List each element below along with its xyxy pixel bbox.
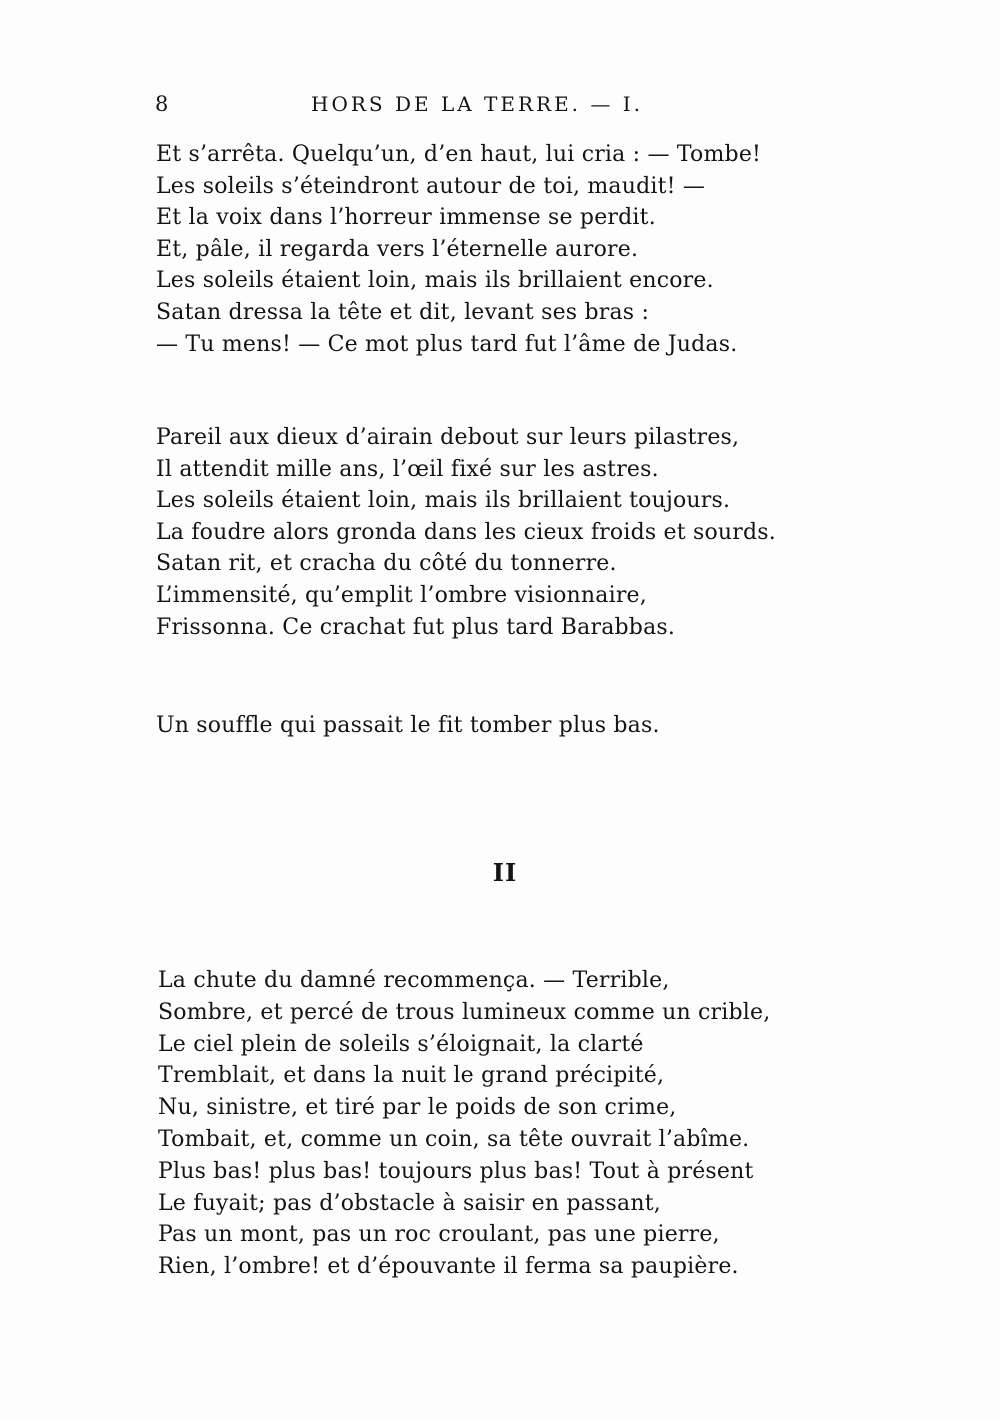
verse-line: La foudre alors gronda dans les cieux froids et sourds. bbox=[156, 519, 776, 545]
verse-line: Les soleils s’éteindront autour de toi, maudit! — bbox=[156, 173, 706, 199]
stanza-1 bbox=[156, 139, 761, 360]
verse-line: Tombait, et, comme un coin, sa tête ouvrait l’abîme. bbox=[158, 1126, 750, 1152]
section-2-stanza bbox=[158, 965, 770, 1283]
stanza-3 bbox=[156, 710, 660, 742]
running-title: HORS DE LA TERRE. — I. bbox=[311, 92, 644, 116]
verse-line: Rien, l’ombre! et d’épouvante il ferma sa paupière. bbox=[158, 1254, 739, 1280]
verse-line: — Tu mens! — Ce mot plus tard fut l’âme de Judas. bbox=[156, 331, 738, 357]
verse-line: Satan rit, et cracha du côté du tonnerre. bbox=[156, 551, 617, 577]
page-number: 8 bbox=[155, 92, 171, 116]
verse-line: Et, pâle, il regarda vers l’éternelle aurore. bbox=[156, 236, 639, 262]
verse-line: Il attendit mille ans, l’œil fixé sur les astres. bbox=[156, 456, 659, 482]
verse-line: L’immensité, qu’emplit l’ombre visionnaire, bbox=[156, 582, 647, 608]
verse-line: Le fuyait; pas d’obstacle à saisir en passant, bbox=[158, 1190, 661, 1216]
verse-line: Nu, sinistre, et tiré par le poids de son crime, bbox=[158, 1095, 677, 1121]
verse-line: Sombre, et percé de trous lumineux comme un crible, bbox=[158, 999, 771, 1025]
verse-line: Satan dressa la tête et dit, levant ses bras : bbox=[156, 299, 650, 325]
verse-line: Pas un mont, pas un roc croulant, pas une pierre, bbox=[158, 1222, 720, 1248]
verse-line: Les soleils étaient loin, mais ils brillaient encore. bbox=[156, 268, 714, 294]
section-heading: II bbox=[492, 858, 518, 887]
verse-line: Tremblait, et dans la nuit le grand précipité, bbox=[158, 1063, 665, 1089]
running-head bbox=[155, 92, 675, 122]
verse-line: Le ciel plein de soleils s’éloignait, la clarté bbox=[158, 1031, 644, 1057]
verse-line: La chute du damné recommença. — Terrible, bbox=[158, 968, 670, 993]
stanza-2 bbox=[156, 422, 776, 643]
verse-line: Frissonna. Ce crachat fut plus tard Barabbas. bbox=[156, 614, 676, 640]
verse-line: Un souffle qui passait le fit tomber plus bas. bbox=[156, 713, 660, 738]
verse-line: Et s’arrêta. Quelqu’un, d’en haut, lui cria : — Tombe! bbox=[156, 142, 762, 167]
verse-line: Plus bas! plus bas! toujours plus bas! Tout à présent bbox=[158, 1158, 754, 1184]
verse-line: Pareil aux dieux d’airain debout sur leurs pilastres, bbox=[156, 425, 740, 450]
verse-line: Et la voix dans l’horreur immense se perdit. bbox=[156, 205, 656, 231]
verse-line: Les soleils étaient loin, mais ils brillaient toujours. bbox=[156, 488, 731, 514]
